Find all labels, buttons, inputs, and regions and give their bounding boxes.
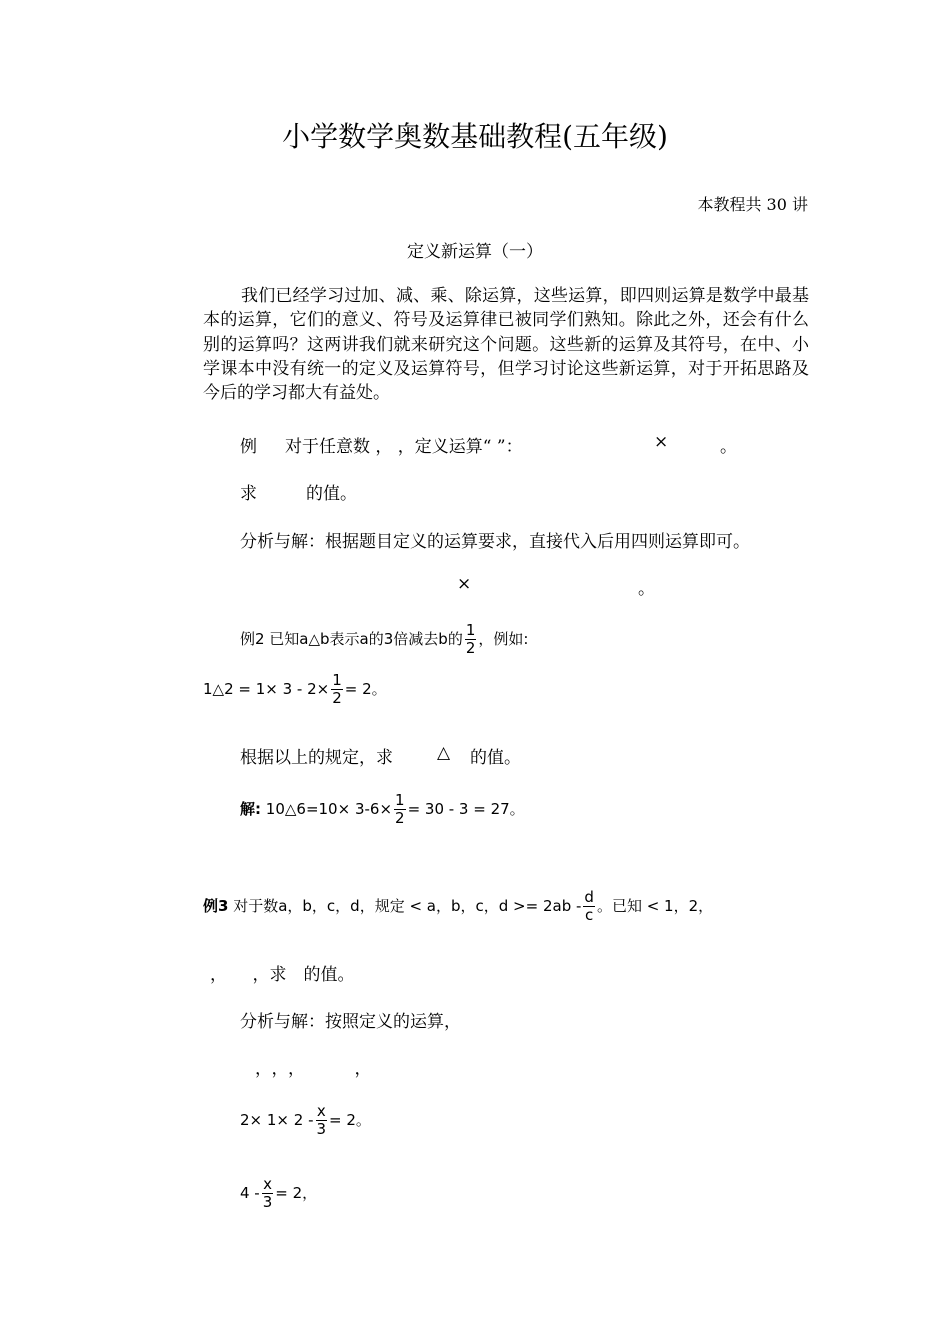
ex1-ask-suffix: 的值。: [306, 484, 357, 504]
ex2-statement-text: 例2 已知a△b表示a的3倍减去b的: [240, 630, 463, 648]
ex3-text-part2: 。已知 < 1，2，: [596, 897, 714, 915]
fraction-numerator: 1: [465, 621, 476, 639]
equation-rhs: = 30 - 3 = 27。: [407, 800, 525, 818]
ex1-label: 例: [240, 437, 257, 457]
fraction-denominator: 2: [395, 809, 405, 827]
equation-fraction: [315, 1103, 327, 1138]
fraction-numerator: x: [263, 1175, 272, 1193]
ex3-text-part1: 对于数a，b，c，d，规定 < a，b，c，d >= 2ab -: [233, 897, 582, 915]
ex2-example-equation: [203, 672, 387, 707]
equation-rhs: = 2。: [344, 680, 387, 698]
fraction-denominator: c: [585, 906, 594, 924]
ex3-step1-equation: [240, 1103, 371, 1138]
fraction-denominator: 3: [262, 1193, 273, 1211]
ex2-solution: [240, 792, 525, 827]
fraction-numerator: d: [584, 888, 594, 906]
ex1-solution-end: 。: [638, 579, 655, 599]
ex3-question: ， ，求 的值。: [210, 965, 355, 985]
equation-lhs: 1△2 = 1× 3 - 2×: [203, 680, 330, 698]
ex3-step2-equation: [240, 1176, 317, 1211]
ex2-ask-prefix: 根据以上的规定，求: [240, 748, 393, 768]
ex3-fraction: [583, 889, 595, 924]
fraction-numerator: 1: [395, 791, 405, 809]
ex1-solution-times: ×: [457, 574, 472, 594]
fraction-denominator: 3: [316, 1120, 327, 1138]
ex2-ask-triangle: △: [437, 743, 451, 763]
ex1-definition: 对于任意数 ， ，定义运算“ ”：: [285, 437, 523, 457]
ex2-statement: [240, 622, 528, 657]
document-title: 小学数学奥数基础教程(五年级): [282, 120, 668, 153]
solution-label: 解:: [240, 800, 261, 818]
equation-rhs: = 2。: [329, 1111, 371, 1129]
intro-paragraph: 我们已经学习过加、减、乘、除运算，这些运算，即四则运算是数学中最基本的运算，它们的意义、符号及运算律已被同学们熟知。除此之外，还会有什么别的运算吗？这两讲我们就来研究这个问题。这些新的运算及其符号，在中、小学课本中没有统一的定义及运算符号，但学习讨论这些新运算，对于开拓思路及今后的学习都大有益处。: [203, 286, 809, 404]
ex1-ask-prefix: 求: [240, 484, 257, 504]
ex2-half-fraction: [465, 622, 477, 657]
fraction-denominator: 2: [332, 689, 342, 707]
equation-lhs: 4 -: [240, 1184, 260, 1202]
equation-lhs: 10△6=10× 3-6×: [265, 800, 393, 818]
equation-rhs: = 2，: [275, 1184, 318, 1202]
ex2-statement-end: ，例如:: [478, 630, 529, 648]
ex3-analysis: 分析与解：按照定义的运算，: [240, 1012, 461, 1032]
fraction-numerator: x: [316, 1102, 326, 1120]
fraction-denominator: 2: [465, 639, 476, 657]
ex2-ask-suffix: 的值。: [470, 748, 521, 768]
fraction-numerator: 1: [332, 671, 342, 689]
equation-fraction: [262, 1176, 274, 1211]
section-title: 定义新运算（一）: [407, 242, 543, 262]
equation-lhs: 2× 1× 2 -: [240, 1111, 314, 1129]
ex3-comma-row: ，，， ，: [255, 1059, 380, 1079]
ex1-end-mark: 。: [720, 437, 737, 457]
ex3-statement: [203, 889, 713, 924]
course-note: 本教程共 30 讲: [697, 195, 808, 214]
equation-fraction: [394, 792, 406, 827]
equation-fraction: [331, 672, 343, 707]
example-label: 例3: [203, 897, 229, 915]
ex1-analysis: 分析与解：根据题目定义的运算要求，直接代入后用四则运算即可。: [240, 532, 750, 552]
ex1-times-sign: ×: [654, 432, 669, 452]
